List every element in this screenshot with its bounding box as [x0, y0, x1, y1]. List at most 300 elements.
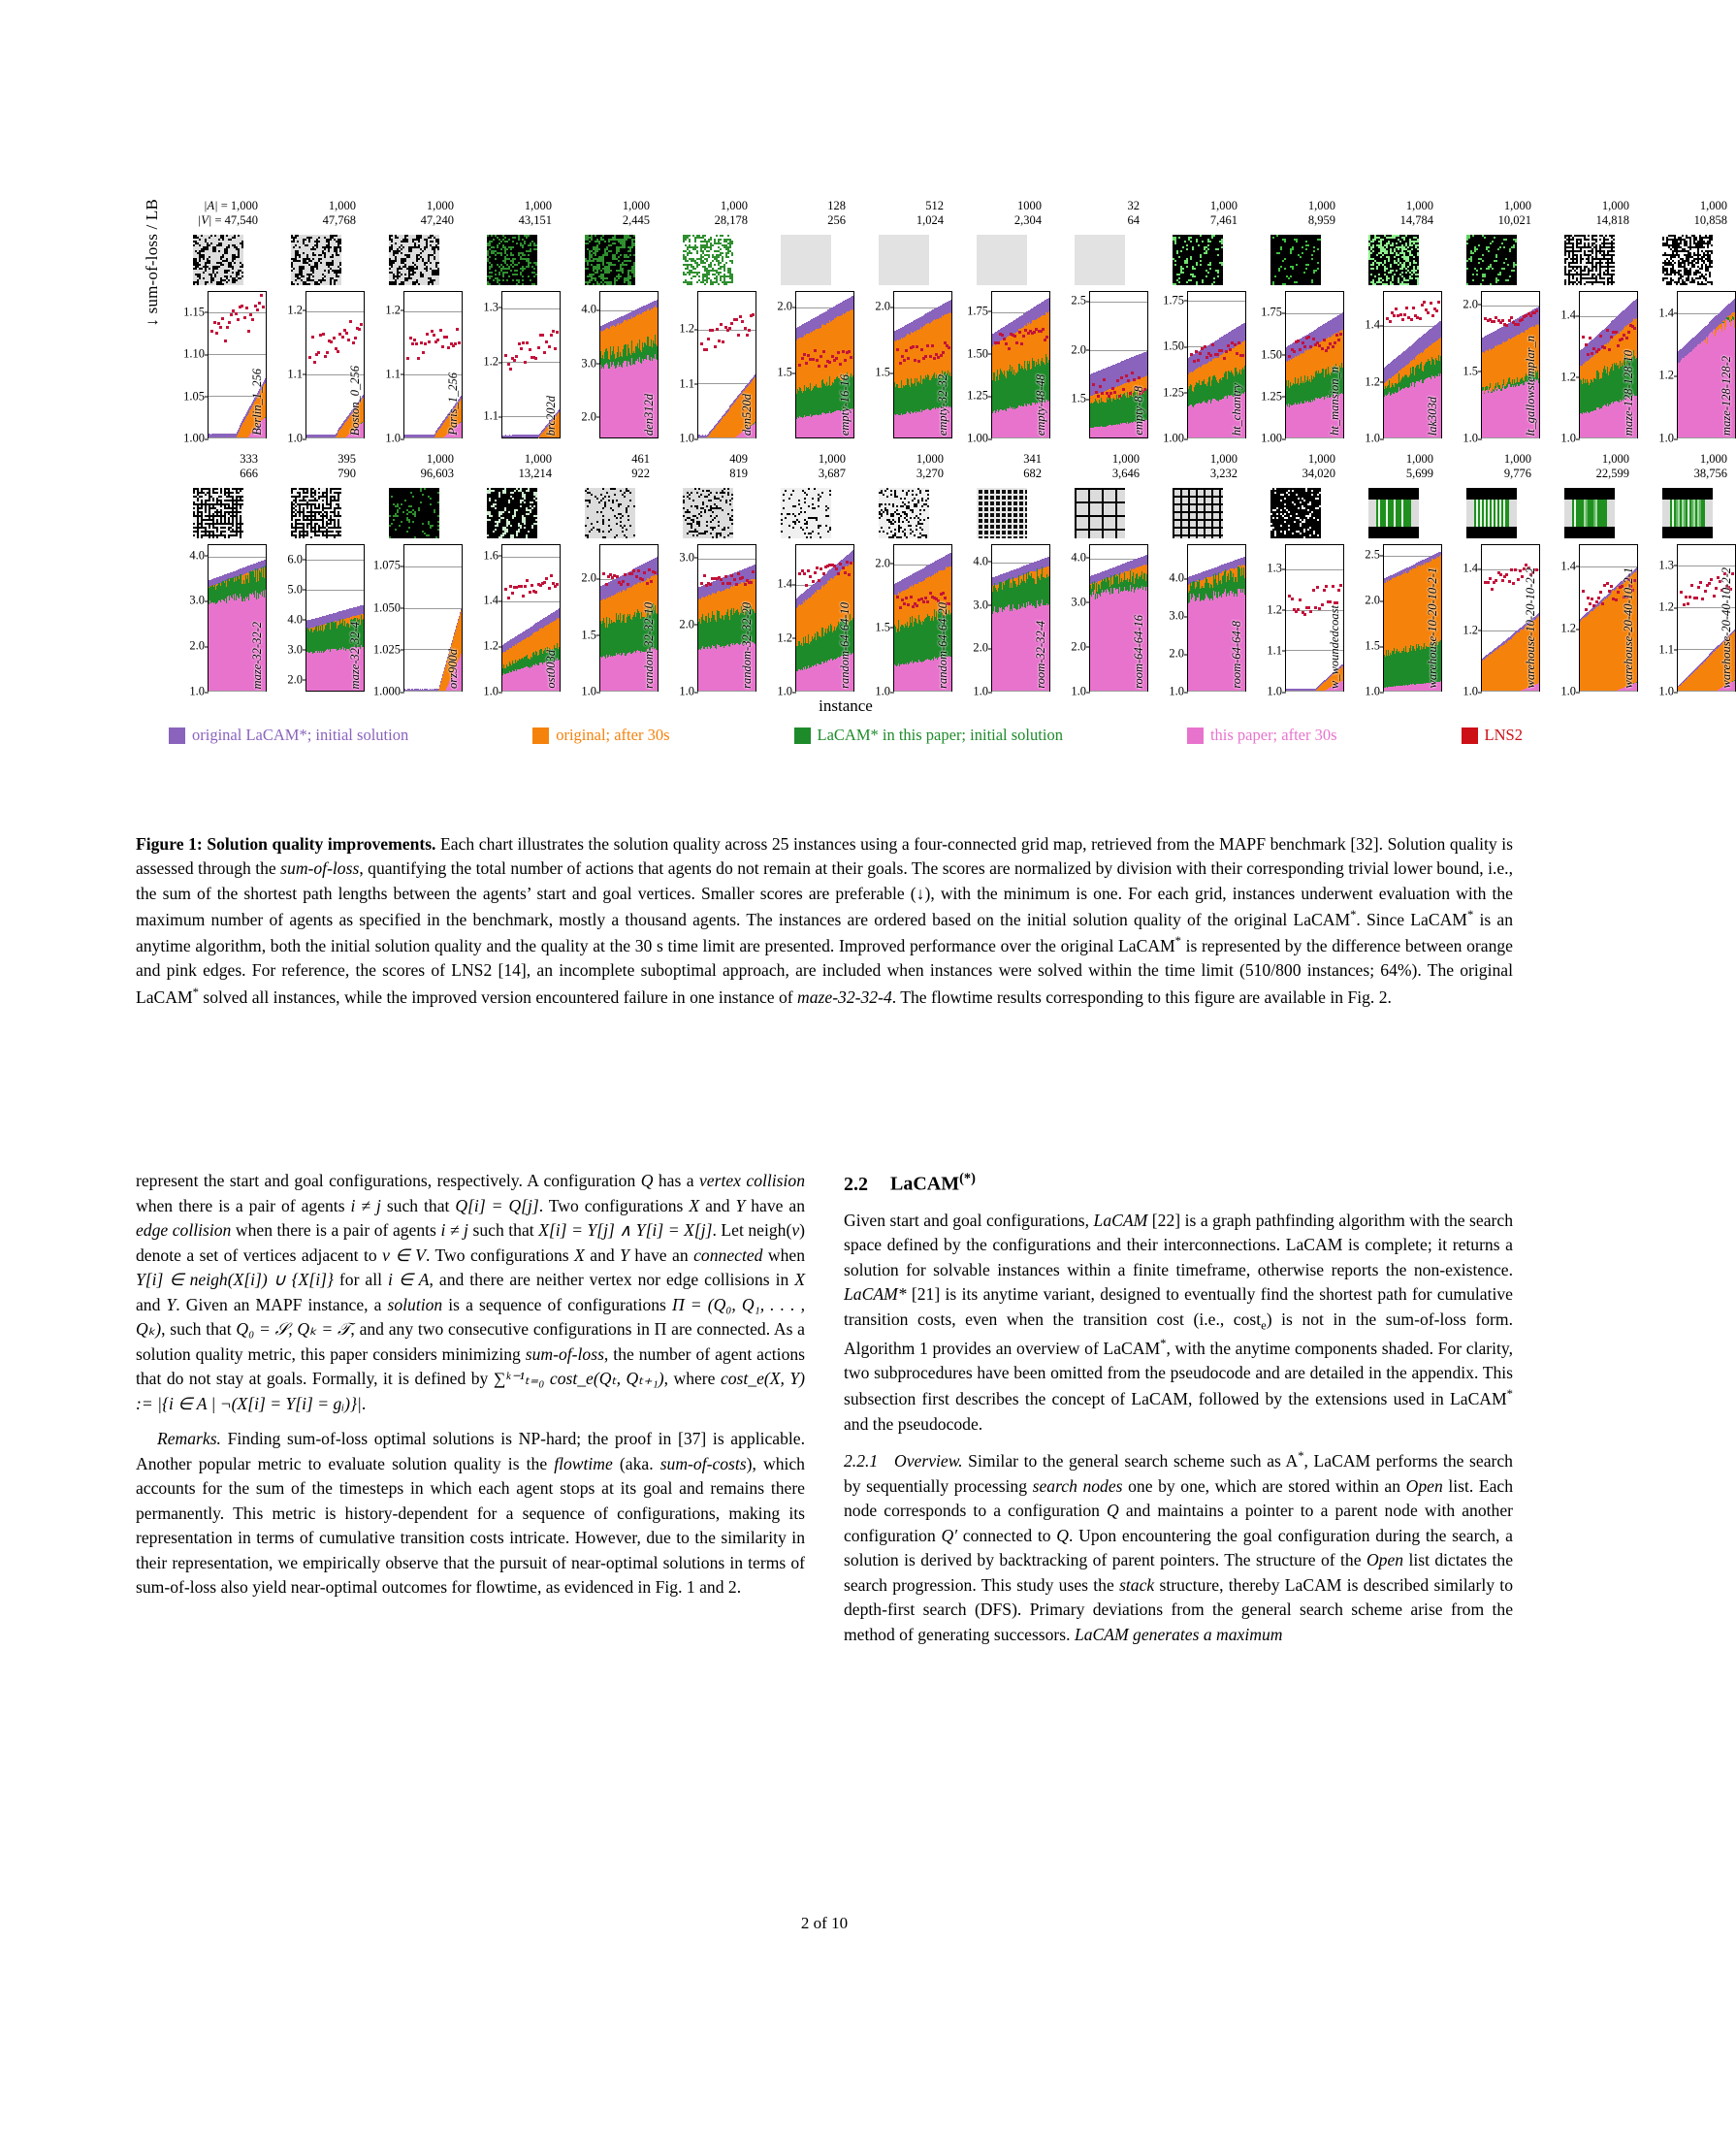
grid-map-thumbnail: [1173, 235, 1223, 285]
lns2-point: [509, 368, 512, 371]
bar-chart-plot: [599, 291, 659, 438]
lns2-point: [420, 341, 423, 344]
y-tick-label: 1.2: [287, 303, 303, 317]
grid-map-thumbnail: [291, 235, 341, 285]
grid-map-thumbnail: [389, 235, 439, 285]
gridline: [1188, 437, 1245, 438]
gridline: [404, 437, 462, 438]
grid-map-thumbnail: [977, 235, 1027, 285]
lns2-point: [249, 313, 252, 316]
bar-chart-plot: [1285, 291, 1344, 438]
lns2-point: [1225, 350, 1228, 353]
lns2-point: [1421, 304, 1424, 307]
vertex-count: 14,818: [1595, 212, 1629, 227]
lns2-point: [1293, 350, 1296, 353]
lns2-point: [718, 340, 721, 342]
lns2-point: [315, 353, 318, 356]
lns2-point: [1138, 376, 1141, 379]
lns2-point: [1430, 302, 1432, 305]
bar-chart-plot: [403, 291, 463, 438]
lns2-point: [548, 345, 551, 348]
lns2-point: [1299, 348, 1302, 351]
lns2-point: [901, 355, 904, 358]
chart-panel: [561, 199, 659, 438]
lns2-point: [447, 346, 450, 349]
y-tick-label: 1.0: [287, 431, 303, 445]
lns2-point: [254, 305, 257, 307]
bar-chart-plot: [893, 291, 952, 438]
lns2-point: [217, 322, 220, 325]
lns2-point: [818, 365, 820, 368]
vertex-count: 2,445: [622, 212, 650, 227]
lns2-point: [431, 330, 434, 333]
lns2-point: [1120, 376, 1123, 379]
lns2-point: [313, 361, 316, 364]
agent-count: 32: [1127, 199, 1140, 212]
lns2-point: [1241, 354, 1244, 357]
gridline: [1482, 437, 1539, 438]
lns2-point: [409, 337, 412, 340]
chart-panel: [1442, 199, 1540, 445]
lns2-point: [807, 354, 810, 357]
lns2-point: [940, 354, 943, 357]
bar-chart-plot: [1579, 291, 1638, 438]
agent-count: 1,000: [328, 199, 356, 212]
lns2-point: [730, 322, 733, 325]
y-tick-label: 1.2: [1560, 370, 1576, 384]
panel-map-name: empty-32-32: [935, 373, 949, 436]
lns2-point: [554, 347, 557, 350]
lns2-point: [520, 347, 523, 350]
panel-map-name: lak303d: [1425, 396, 1439, 436]
grid-map-thumbnail: [193, 235, 243, 285]
lns2-point: [1521, 318, 1524, 321]
gridline: [1384, 437, 1441, 438]
lns2-point: [741, 320, 744, 323]
agent-count: 512: [925, 199, 944, 212]
vertex-count: 7,461: [1209, 212, 1238, 227]
lns2-point: [1001, 334, 1004, 337]
y-axis-ticks: [1344, 291, 1383, 445]
gridline: [1580, 437, 1637, 438]
chart-row-1: [169, 199, 1736, 445]
lns2-point: [1109, 392, 1112, 395]
y-tick-label: 1.05: [183, 389, 205, 404]
panel-map-name: ht_mansion_n: [1327, 367, 1341, 436]
lns2-point: [210, 330, 213, 333]
lns2-point: [714, 345, 717, 348]
grid-map-thumbnail: [1368, 235, 1419, 285]
lns2-point: [1013, 335, 1016, 338]
lns2-point: [1220, 349, 1223, 352]
lns2-point: [1517, 323, 1520, 326]
lns2-point: [424, 342, 427, 345]
agent-count: 1,000: [1209, 199, 1238, 212]
vertex-count: 1,024: [916, 212, 944, 227]
lns2-point: [311, 336, 314, 339]
y-tick-label: 2.0: [1463, 297, 1478, 311]
lns2-point: [441, 345, 444, 348]
lns2-point: [1505, 324, 1508, 327]
lns2-point: [1395, 307, 1398, 310]
agent-count: |A| = 1,000: [204, 199, 258, 212]
y-tick-label: 1.3: [483, 300, 498, 314]
y-tick-label: 1.50: [967, 346, 988, 361]
panel-counts: [1442, 199, 1540, 232]
chart-panel: [952, 199, 1050, 445]
lns2-point: [1033, 331, 1036, 334]
lns2-point: [948, 346, 950, 349]
chart-panel: [267, 199, 365, 445]
panel-counts: [1344, 199, 1442, 232]
lns2-point: [333, 337, 336, 340]
y-tick-label: 2.0: [875, 299, 890, 313]
agent-count: 1,000: [1503, 199, 1531, 212]
lns2-point: [752, 313, 755, 316]
vertex-count: 47,240: [420, 212, 454, 227]
agent-count: 1000: [1017, 199, 1042, 212]
agent-count: 1,000: [426, 199, 454, 212]
lns2-point: [504, 354, 507, 357]
lns2-point: [337, 350, 339, 353]
agent-count: 1,000: [524, 199, 552, 212]
lns2-point: [744, 327, 747, 330]
lns2-point: [550, 334, 553, 337]
lns2-point: [1321, 347, 1324, 350]
bar-segment: [657, 300, 658, 307]
panel-map-name: Berlin_1_256: [249, 369, 264, 436]
lns2-point: [415, 342, 418, 345]
lns2-point: [228, 321, 231, 324]
panel-map-name: Boston_0_256: [347, 365, 362, 436]
lns2-point: [926, 344, 929, 347]
lns2-point: [1018, 331, 1021, 334]
lns2-point: [1318, 344, 1321, 347]
lns2-point: [522, 341, 525, 344]
lns2-point: [929, 355, 932, 358]
y-tick-label: 1.00: [183, 431, 205, 445]
lns2-point: [1312, 338, 1315, 340]
lns2-point: [1419, 317, 1422, 320]
lns2-point: [1206, 356, 1208, 359]
lns2-point: [541, 334, 544, 337]
y-axis-ticks: [952, 291, 991, 445]
lns2-point: [1111, 387, 1114, 390]
y-tick-label: 1.1: [679, 376, 694, 391]
lns2-point: [317, 351, 320, 354]
grid-map-thumbnail: [1270, 235, 1321, 285]
vertex-count: 256: [827, 212, 846, 227]
chart-panel: [463, 199, 561, 438]
lns2-point: [243, 316, 246, 319]
bar-chart-plot: [501, 291, 561, 438]
y-tick-label: 1.10: [183, 346, 205, 361]
y-axis-ticks: [659, 291, 697, 445]
y-tick-label: 1.5: [1071, 391, 1086, 405]
bar-chart-plot: [991, 291, 1050, 438]
lns2-point: [1190, 353, 1193, 356]
lns2-point: [839, 363, 842, 366]
lns2-point: [801, 357, 804, 360]
panel-counts: [659, 199, 756, 232]
lns2-point: [850, 356, 852, 359]
panel-counts: [463, 199, 561, 232]
agent-count: 1,000: [1405, 199, 1433, 212]
lns2-point: [914, 359, 916, 362]
y-tick-label: 1.75: [967, 304, 988, 318]
lns2-point: [1015, 341, 1018, 344]
lns2-point: [1437, 301, 1440, 304]
panel-counts: [952, 199, 1050, 232]
lns2-point: [256, 308, 259, 311]
lns2-point: [1238, 341, 1240, 344]
y-tick-label: 1.5: [1463, 364, 1478, 378]
bar-chart-plot: [697, 291, 756, 438]
lns2-point: [1211, 343, 1214, 346]
y-tick-label: 1.00: [1261, 431, 1282, 445]
chart-panel: [365, 199, 463, 445]
chart-panel: [1050, 199, 1148, 438]
lns2-point: [1127, 379, 1130, 382]
y-tick-label: 1.1: [385, 367, 401, 381]
agent-count: 1,000: [1601, 199, 1629, 212]
lns2-point: [1403, 313, 1406, 316]
lns2-point: [1435, 309, 1438, 312]
bar-chart-plot: [1089, 291, 1148, 438]
panel-counts: [267, 199, 365, 232]
panel-counts: [756, 199, 854, 232]
grid-map-thumbnail: [1075, 235, 1125, 285]
y-tick-label: 1.00: [1163, 431, 1184, 445]
lns2-point: [213, 321, 216, 324]
panel-map-name: brc202d: [543, 395, 558, 436]
lns2-point: [1335, 334, 1338, 337]
y-axis-ticks: [169, 291, 208, 445]
lns2-point: [436, 339, 439, 341]
lns2-point: [1508, 319, 1511, 322]
agent-count: 1,000: [1307, 199, 1335, 212]
y-tick-label: 2.0: [777, 299, 792, 313]
lns2-point: [1401, 318, 1404, 321]
lns2-point: [1005, 342, 1008, 345]
lns2-point: [1209, 354, 1212, 357]
agent-count: 128: [827, 199, 846, 212]
panel-map-name: lt_gallowstemplar_n: [1523, 335, 1537, 436]
agent-count: 1,000: [622, 199, 650, 212]
panel-counts: [854, 199, 952, 232]
lns2-point: [322, 333, 325, 336]
panel-counts: [1050, 199, 1148, 232]
lns2-point: [1412, 307, 1415, 309]
lns2-point: [1393, 314, 1396, 317]
lns2-point: [931, 344, 934, 347]
lns2-point: [1423, 301, 1426, 304]
lns2-point: [245, 307, 248, 309]
lns2-point: [515, 355, 518, 358]
lns2-point: [1288, 355, 1291, 358]
lns2-point: [1533, 311, 1536, 314]
gridline: [209, 437, 266, 438]
panel-map-name: empty-8-8: [1131, 386, 1145, 436]
lns2-point: [226, 326, 229, 329]
y-tick-label: 1.0: [679, 431, 694, 445]
lns2-point: [805, 362, 808, 365]
lns2-point: [1116, 379, 1119, 382]
lns2-point: [1399, 313, 1402, 316]
lns2-point: [1195, 350, 1198, 353]
lns2-point: [343, 329, 346, 332]
lns2-point: [1131, 372, 1134, 374]
bar-chart-plot: [208, 291, 267, 438]
y-axis-ticks: [1540, 291, 1579, 445]
lns2-point: [439, 329, 442, 332]
lns2-point: [816, 359, 819, 362]
panel-map-name: den312d: [641, 393, 656, 436]
y-tick-label: 1.25: [1163, 385, 1184, 399]
lns2-point: [258, 302, 261, 305]
lns2-point: [1118, 395, 1121, 398]
lns2-point: [1042, 328, 1045, 331]
bar-segment: [657, 360, 658, 437]
y-tick-label: 1.25: [967, 388, 988, 403]
panel-counts: [561, 199, 659, 232]
vertex-count: 14,784: [1399, 212, 1433, 227]
y-tick-label: 2.5: [1071, 293, 1086, 307]
lns2-point: [720, 323, 723, 326]
lns2-point: [1431, 314, 1434, 317]
panel-counts: [1246, 199, 1344, 232]
lns2-point: [1307, 336, 1310, 339]
lns2-point: [924, 355, 927, 358]
lns2-point: [433, 334, 435, 337]
lns2-point: [1229, 348, 1232, 351]
lns2-point: [413, 339, 416, 341]
lns2-point: [907, 357, 910, 360]
lns2-point: [933, 357, 936, 360]
lns2-point: [997, 341, 1000, 344]
lns2-point: [1501, 319, 1504, 322]
lns2-point: [1020, 342, 1023, 345]
lns2-point: [896, 348, 899, 351]
vertex-count: 64: [1127, 212, 1140, 227]
lns2-point: [1122, 388, 1125, 391]
lns2-point: [349, 320, 352, 323]
y-tick-label: 1.50: [1261, 347, 1282, 362]
lns2-point: [1332, 345, 1334, 348]
chart-panel: [169, 199, 267, 445]
lns2-point: [556, 331, 559, 334]
lns2-point: [916, 345, 918, 348]
lns2-point: [920, 348, 923, 351]
y-tick-label: 1.15: [183, 305, 205, 319]
chart-panel: [1148, 199, 1246, 445]
panel-map-name: Paris_1_256: [445, 372, 460, 436]
lns2-point: [543, 351, 546, 354]
chart-panel: [756, 199, 854, 438]
lns2-point: [338, 333, 341, 336]
y-tick-label: 1.75: [1163, 293, 1184, 307]
lns2-point: [912, 345, 915, 348]
y-tick-label: 1.1: [287, 367, 303, 381]
lns2-point: [529, 348, 531, 351]
lns2-point: [1339, 333, 1342, 336]
grid-map-thumbnail: [781, 235, 831, 285]
lns2-point: [545, 340, 548, 343]
y-axis-ticks: [561, 291, 599, 438]
lns2-point: [1003, 338, 1006, 340]
lns2-point: [835, 357, 838, 360]
y-tick-label: 1.5: [777, 365, 792, 379]
lns2-point: [1101, 392, 1104, 395]
vertex-count: 2,304: [1013, 212, 1042, 227]
y-axis-ticks: [267, 291, 305, 445]
lns2-point: [458, 341, 461, 344]
lns2-point: [330, 340, 333, 343]
lns2-point: [842, 350, 845, 353]
chart-panel: [659, 199, 756, 445]
lns2-point: [219, 326, 222, 329]
lns2-point: [1427, 311, 1430, 314]
y-tick-label: 4.0: [581, 302, 596, 316]
y-axis-ticks: [1148, 291, 1187, 445]
lns2-point: [844, 359, 847, 362]
lns2-point: [822, 350, 825, 353]
panel-map-name: empty-16-16: [837, 373, 852, 436]
lns2-point: [347, 339, 350, 341]
y-tick-label: 1.2: [385, 303, 401, 317]
vertex-count: 47,768: [322, 212, 356, 227]
panel-counts: [1540, 199, 1638, 232]
lns2-point: [707, 338, 710, 340]
lns2-point: [406, 357, 409, 360]
panel-map-name: den520d: [739, 393, 754, 436]
grid-map-thumbnail: [585, 235, 635, 285]
lns2-point: [1008, 347, 1011, 350]
lns2-point: [716, 328, 719, 331]
panel-counts: [1148, 199, 1246, 232]
lns2-point: [1410, 318, 1413, 321]
lns2-point: [899, 362, 902, 365]
lns2-point: [1223, 357, 1226, 360]
y-tick-label: 1.25: [1261, 389, 1282, 404]
lns2-point: [1297, 340, 1300, 342]
lns2-point: [737, 334, 740, 337]
lns2-point: [324, 355, 327, 358]
bar: [657, 292, 658, 437]
panel-map-name: empty-48-48: [1033, 373, 1047, 436]
gridline: [1286, 437, 1343, 438]
lns2-point: [820, 355, 822, 358]
lns2-point: [722, 340, 724, 343]
lns2-point: [705, 348, 708, 351]
lns2-point: [746, 334, 749, 337]
lns2-point: [1327, 346, 1330, 349]
lns2-point: [241, 305, 243, 307]
lns2-point: [828, 361, 831, 364]
vertex-count: 43,151: [518, 212, 552, 227]
lns2-point: [700, 342, 703, 345]
y-tick-label: 1.2: [1365, 374, 1380, 389]
lns2-point: [1113, 391, 1116, 394]
y-axis-ticks: [756, 291, 795, 438]
lns2-point: [445, 336, 448, 339]
lns2-point: [735, 318, 738, 321]
chart-panel: [1344, 199, 1442, 445]
lns2-point: [1204, 345, 1206, 348]
bar-segment: [657, 307, 658, 346]
y-tick-label: 1.0: [1365, 431, 1380, 445]
lns2-point: [1493, 320, 1495, 323]
